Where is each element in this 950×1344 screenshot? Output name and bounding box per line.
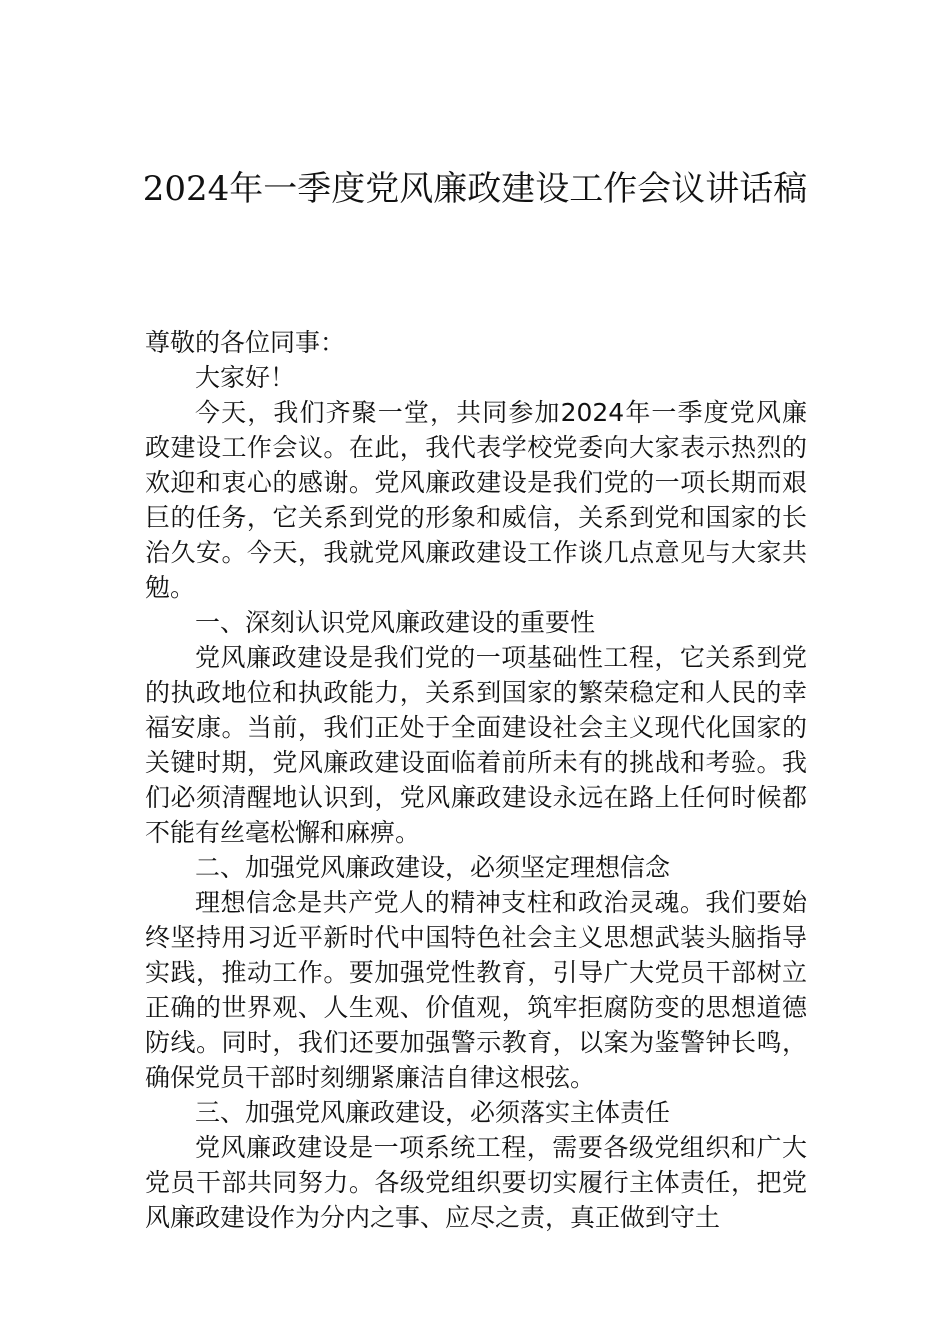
document-title: 2024年一季度党风廉政建设工作会议讲话稿	[142, 169, 808, 209]
section-heading-1: 一、深刻认识党风廉政建设的重要性	[195, 608, 596, 637]
section-heading-3: 三、加强党风廉政建设，必须落实主体责任	[195, 1098, 671, 1127]
salutation: 尊敬的各位同事：	[145, 328, 346, 357]
paragraph-section-1: 党风廉政建设是我们党的一项基础性工程，它关系到党的执政地位和执政能力，关系到国家的繁荣稳定和人民的幸福安康。当前，我们正处于全面建设社会主义现代化国家的关键时期，党风廉政建设面临着前所未有的挑战和考验。我们必须清醒地认识到，党风廉政建设永远在路上任何时候都不能有丝毫松懈和麻痹。	[145, 643, 807, 847]
section-heading-2: 二、加强党风廉政建设，必须坚定理想信念	[195, 853, 671, 882]
paragraph-section-2: 理想信念是共产党人的精神支柱和政治灵魂。我们要始终坚持用习近平新时代中国特色社会主义思想武装头脑指导实践，推动工作。要加强党性教育，引导广大党员干部树立正确的世界观、人生观、价值观，筑牢拒腐防变的思想道德防线。同时，我们还要加强警示教育，以案为鉴警钟长鸣，确保党员干部时刻绷紧廉洁自律这根弦。	[145, 888, 807, 1092]
paragraph-intro: 今天，我们齐聚一堂，共同参加2024年一季度党风廉政建设工作会议。在此，我代表学校党委向大家表示热烈的欢迎和衷心的感谢。党风廉政建设是我们党的一项长期而艰巨的任务，它关系到党的形象和威信，关系到党和国家的长治久安。今天，我就党风廉政建设工作谈几点意见与大家共勉。	[145, 398, 807, 602]
greeting: 大家好！	[195, 363, 296, 392]
paragraph-section-3: 党风廉政建设是一项系统工程，需要各级党组织和广大党员干部共同努力。各级党组织要切实履行主体责任，把党风廉政建设作为分内之事、应尽之责，真正做到守土	[145, 1133, 807, 1232]
document-body	[145, 325, 807, 1235]
